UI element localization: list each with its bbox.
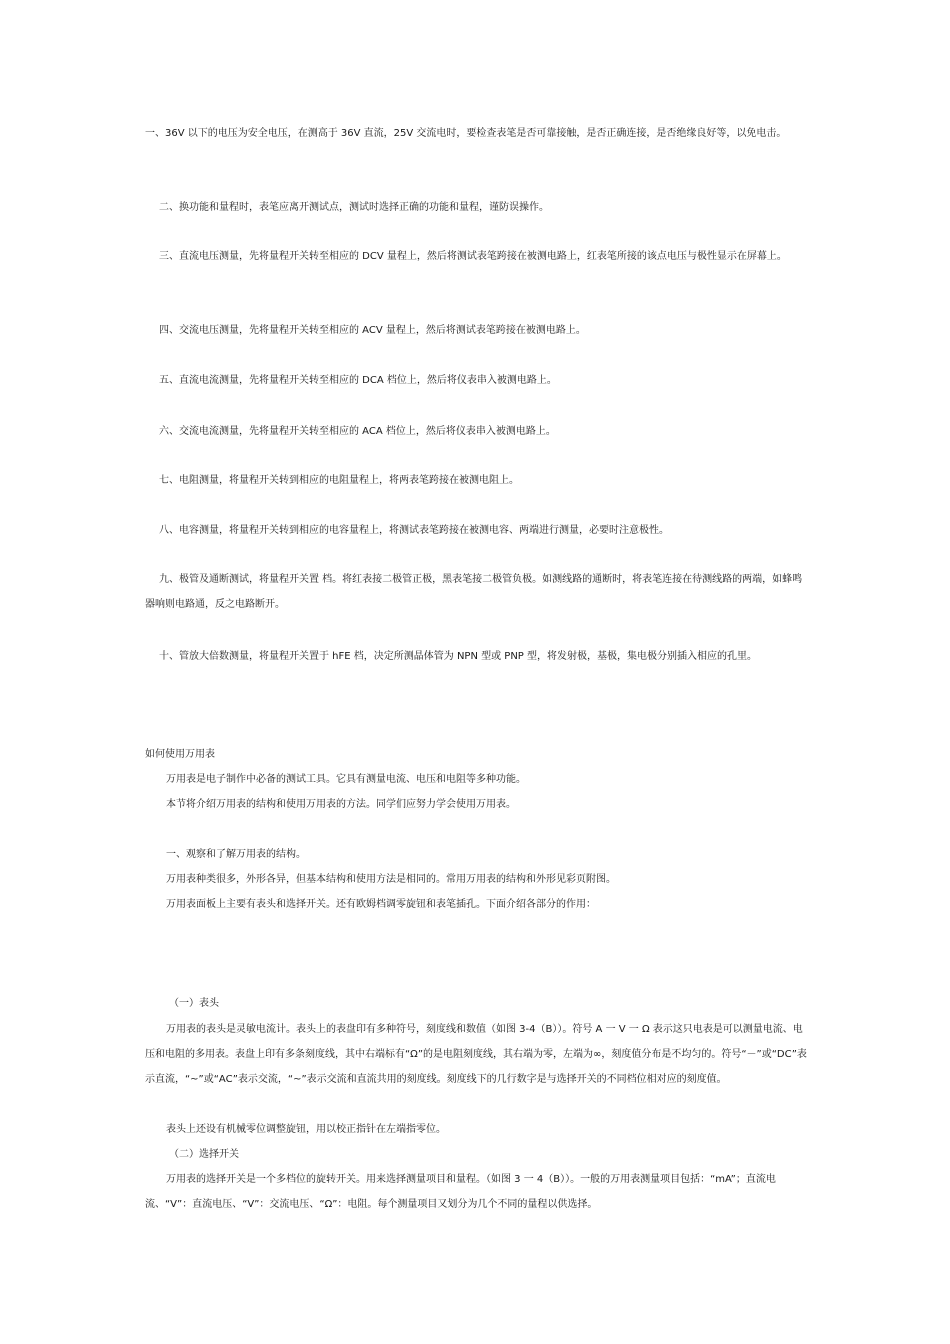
switch-paragraph-1: 万用表的选择开关是一个多档位的旋转开关。用来选择测量项目和量程。（如图 3 一 4（B））。一般的万用表测量项目包括：“mA”；直流电流、“V”：直流电压、“V”：交流电压、“Ω”：电阻。每个测量项目又划分为几个不同的量程以供选择。 [145,1174,776,1210]
rule-8: 八、电容测量，将量程开关转到相应的电容量程上，将测试表笔跨接在被测电容、两端进行测量，必要时注意极性。 [159,525,669,536]
rule-6: 六、交流电流测量，先将量程开关转至相应的 ACA 档位上，然后将仪表串入被测电路上。 [159,426,556,437]
rule-10: 十、管放大倍数测量，将量程开关置于 hFE 档，决定所测晶体管为 NPN 型或 PNP 型，将发射极，基极，集电极分别插入相应的孔里。 [159,651,758,662]
rule-7: 七、电阻测量，将量程开关转到相应的电阻量程上，将两表笔跨接在被测电阻上。 [159,475,519,486]
guide-title: 如何使用万用表 [145,749,215,760]
rule-3: 三、直流电压测量，先将量程开关转至相应的 DCV 量程上，然后将测试表笔跨接在被测电路上，红表笔所接的该点电压与极性显示在屏幕上。 [159,251,787,262]
guide-intro-1: 万用表是电子制作中必备的测试工具。它具有测量电流、电压和电阻等多种功能。 [166,774,526,785]
section-1-paragraph-1: 万用表种类很多，外形各异，但基本结构和使用方法是相同的。常用万用表的结构和外形见彩页附图。 [166,874,616,885]
rule-1: 一、36V 以下的电压为安全电压，在测高于 36V 直流，25V 交流电时，要检查表笔是否可靠接触，是否正确连接，是否绝缘良好等，以免电击。 [145,128,787,139]
meter-paragraph-1: 万用表的表头是灵敏电流计。表头上的表盘印有多种符号，刻度线和数值（如图 3-4（B））。符号 A 一 V 一 Ω 表示这只电表是可以测量电流、电压和电阻的多用表。表盘上印有多条刻度线，其中右端标有“Ω”的是电阻刻度线，其右端为零，左端为∞，刻度值分布是不均匀的。符号“－”或“DC”表示直流，“~”或“AC”表示交流，“~”表示交流和直流共用的刻度线。刻度线下的几行数字是与选择开关的不同档位相对应的刻度值。 [145,1024,807,1085]
rule-5: 五、直流电流测量，先将量程开关转至相应的 DCA 档位上，然后将仪表串入被测电路上。 [159,375,557,386]
section-1-paragraph-2: 万用表面板上主要有表头和选择开关。还有欧姆档调零旋钮和表笔插孔。下面介绍各部分的作用： [166,899,596,910]
rule-4: 四、交流电压测量，先将量程开关转至相应的 ACV 量程上，然后将测试表笔跨接在被测电路上。 [159,325,586,336]
section-1-title: 一、观察和了解万用表的结构。 [166,849,306,860]
meter-paragraph-2: 表头上还设有机械零位调整旋钮，用以校正指针在左端指零位。 [166,1124,446,1135]
switch-section-title: （二）选择开关 [169,1149,239,1160]
guide-intro-2: 本节将介绍万用表的结构和使用万用表的方法。同学们应努力学会使用万用表。 [166,799,516,810]
meter-section-title: （一）表头 [169,998,219,1009]
rule-2: 二、换功能和量程时，表笔应离开测试点，测试时选择正确的功能和量程，谨防误操作。 [159,202,549,213]
rule-9: 九、极管及通断测试，将量程开关置 档。将红表接二极管正极，黑表笔接二极管负极。如测线路的通断时，将表笔连接在待测线路的两端，如蜂鸣器响则电路通，反之电路断开。 [145,574,803,610]
